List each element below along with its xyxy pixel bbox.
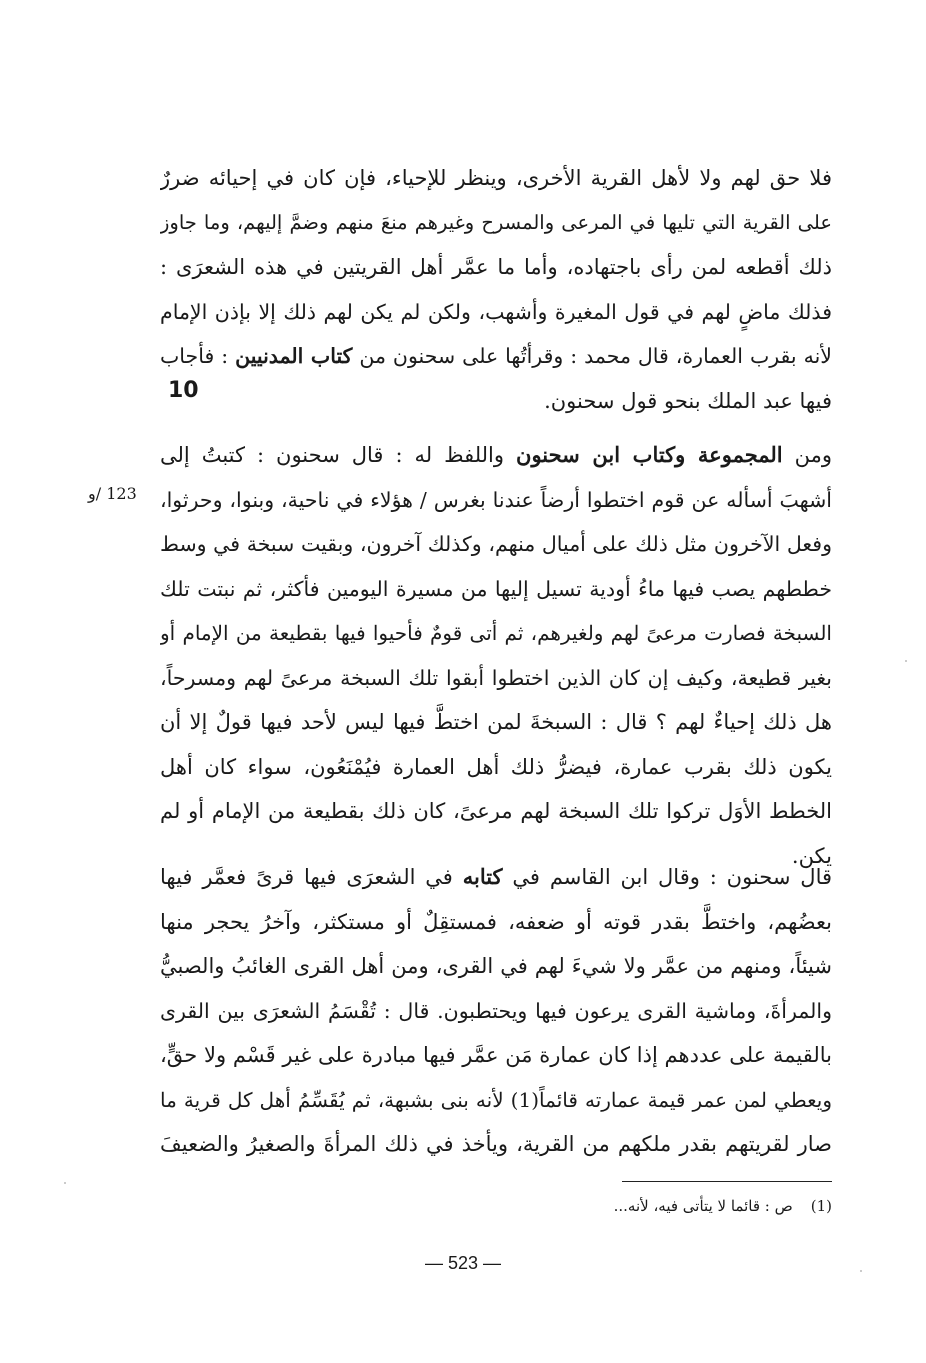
footnote-number: (1)	[810, 1197, 832, 1215]
text-line: لأنه بقرب العمارة، قال محمد : وقرأتُها على سحنون من كتاب المدنيين : فأجاب	[160, 344, 832, 368]
paragraph-2	[160, 433, 832, 878]
text-line: ومن المجموعة وكتاب ابن سحنون واللفظ له : قال سحنون : كتبتُ إلى	[160, 442, 832, 467]
text-line: الخطط الأوَل تركوا تلك السبخة لهم مرعىً، كان ذلك بقطيعة من الإمام أو لم	[160, 799, 832, 823]
scan-speck	[905, 660, 907, 662]
text-line: يكن.	[791, 843, 832, 868]
footnote-divider	[622, 1181, 832, 1182]
bold-phrase: كتابه	[462, 864, 503, 889]
scan-speck	[860, 1270, 862, 1272]
line-count-marker: 10	[168, 378, 199, 403]
text-line: فلا حق لهم ولا لأهل القرية الأخرى، وينظر للإحياء، فإن كان في إحيائه ضررٌ	[160, 166, 832, 190]
text-line: فيها عبد الملك بنحو قول سحنون.	[544, 388, 832, 413]
text-line: وفعل الآخرون مثل ذلك على أميال منهم، وكذلك آخرون، وبقيت سبخة في وسط	[160, 532, 832, 556]
text-line: بالقيمة على عددهم إذا كان عمارة مَن عمَّر فيها مبادرة على غير قَسْم ولا حقٍّ،	[160, 1043, 832, 1067]
scan-speck	[64, 1182, 66, 1184]
text-line: يكون ذلك بقرب عمارة، فيضرُّ ذلك أهل العمارة فيُمْنَعُون، سواء كان أهل	[160, 754, 832, 779]
text-line: هل ذلك إحياءٌ لهم ؟ قال : السبخةَ لمن اختطَّ فيها ليس لأحد فيها قولٌ إلا أن	[160, 710, 832, 734]
text-line: ذلك أقطعه لمن رأى باجتهاده، وأما ما عمَّر أهل القريتين في هذه الشعرَى :	[160, 255, 832, 279]
text-line: شيئاً، ومنهم من عمَّر ولا شيءَ لهم في القرى، ومن أهل القرى الغائبُ والصبيُّ	[160, 954, 832, 978]
footnote	[420, 1193, 832, 1219]
text-line: والمرأةَ، وماشية القرى يرعون فيها ويحتطبون. قال : تُقْسَمُ الشعرَى بين القرى	[160, 998, 832, 1023]
footnote-text: ص : قائما لا يتأتى فيه، لأنه...	[613, 1197, 793, 1215]
bold-phrase: المجموعة وكتاب ابن سحنون	[516, 442, 783, 467]
manuscript-folio-reference: 123 /و	[88, 484, 137, 503]
page-number: — 523 —	[424, 1253, 502, 1273]
text-line: بغير قطيعة، وكيف إن كان الذين اختطوا أبقوا تلك السبخة مرعىً لهم ومسرحاً،	[160, 665, 832, 690]
text-line: صار لقريتهم بقدر ملكهم من القرية، ويأخذ في ذلك المرأةَ والصغيرُ والضعيفَ	[160, 1132, 832, 1156]
text-line: ويعطي لمن عمر قيمة عمارته قائماً(1) لأنه بنى بشبهة، ثم يُقَسِّمُ أهل كل قرية ما	[160, 1087, 832, 1112]
text-line: على القرية التي تليها في المرعى والمسرح وغيرهم منعَ منهم وضمَّ إليهم، وما جاوز	[160, 210, 832, 234]
text-line: فذلك ماضٍ لهم في قول المغيرة وأشهب، ولكن لم يكن لهم ذلك إلا بإذن الإمام	[160, 299, 832, 324]
text-line: قال سحنون : وقال ابن القاسم في كتابه في الشعرَى فيها قرىً فعمَّر فيها	[160, 864, 832, 889]
text-line: أشهبَ أسأله عن قوم اختطوا أرضاً عندنا بغرس / هؤلاء في ناحية، وبنوا، وحرثوا،	[160, 487, 832, 512]
text-line: السبخة فصارت مرعىً لهم ولغيرهم، ثم أتى قومٌ فأحيوا فيها بقطيعة من الإمام أو	[160, 621, 832, 645]
paragraph-1	[160, 156, 832, 423]
text-line: بعضُهم، واختطَّ بقدر قوته أو ضعفه، فمستقِلٌ أو مستكثر، وآخرُ يحجر منها	[160, 909, 832, 934]
paragraph-3	[160, 855, 832, 1167]
bold-phrase: كتاب المدنيين	[235, 344, 353, 368]
text-line: خططهم يصب فيها ماءُ أودية تسيل إليها من مسيرة اليومين فأكثر، ثم نبتت تلك	[160, 576, 832, 601]
